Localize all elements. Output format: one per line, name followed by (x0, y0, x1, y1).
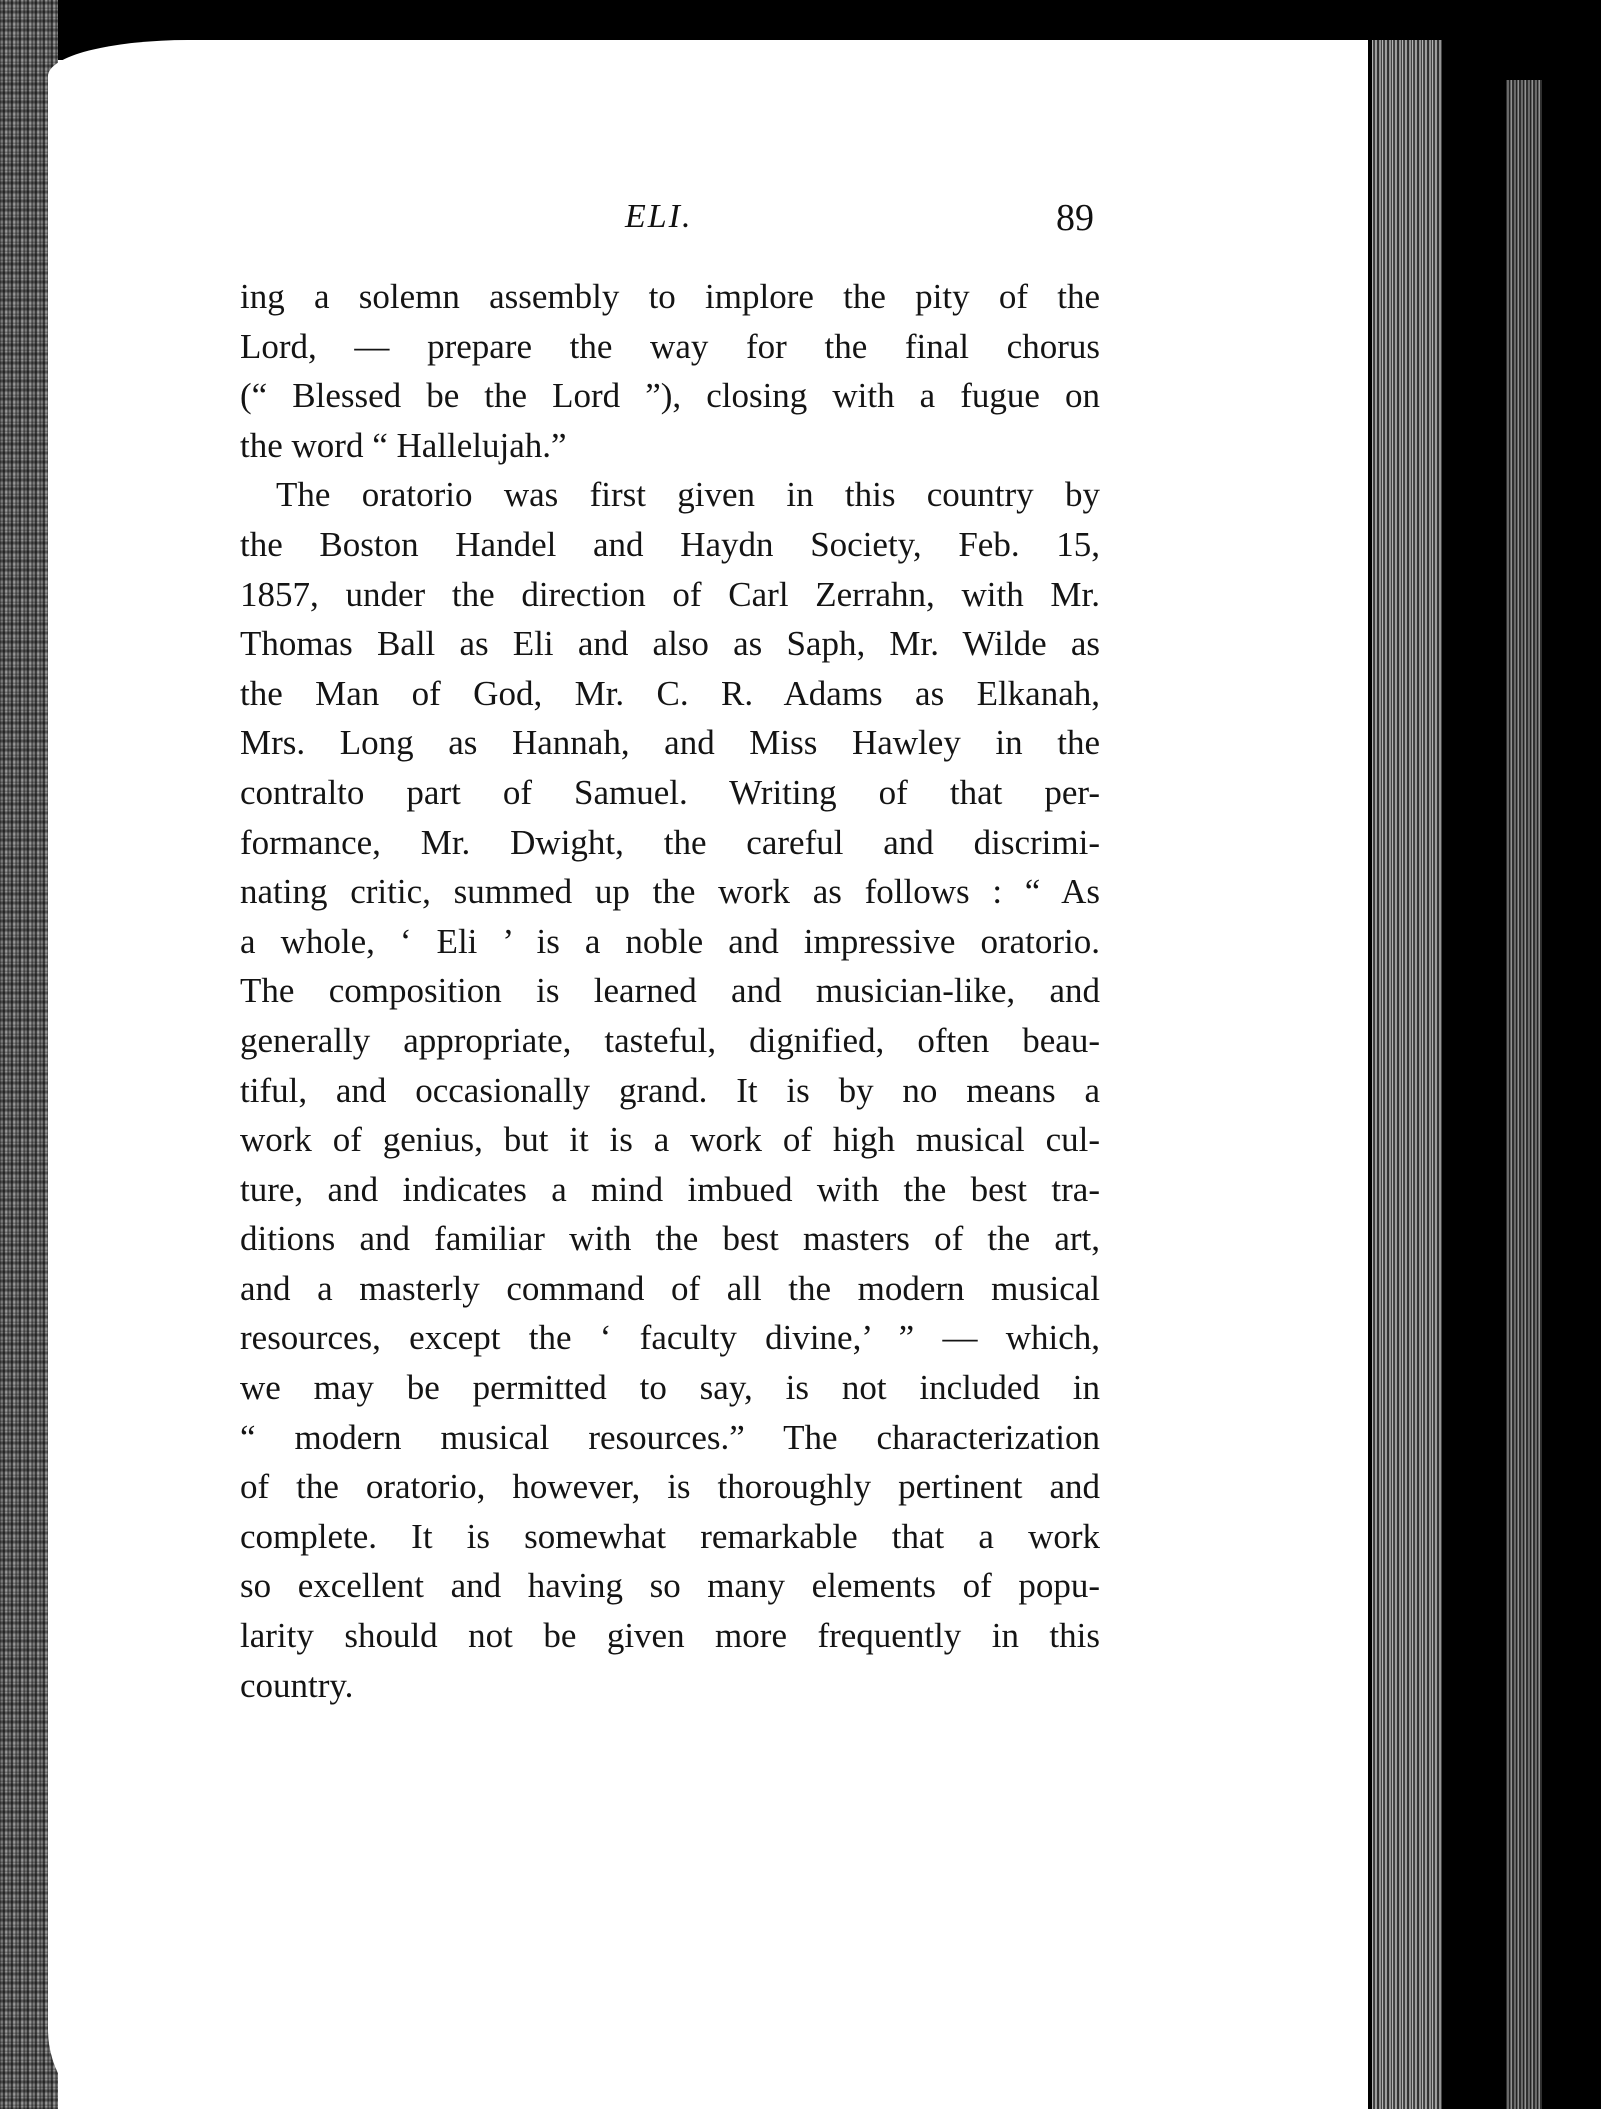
text-line: nating critic, summed up the work as follows : “ As (240, 872, 1100, 912)
body-text (240, 272, 1100, 1710)
text-line: larity should not be given more frequently in this (240, 1616, 1100, 1656)
text-line: Lord, — prepare the way for the final chorus (240, 326, 1100, 366)
text-line: resources, except the ‘ faculty divine,’ ” — which, (240, 1318, 1100, 1358)
text-line: contralto part of Samuel. Writing of that per- (240, 772, 1100, 812)
book-page-edges-outer (1506, 80, 1542, 2109)
text-line: 1857, under the direction of Carl Zerrahn, with Mr. (240, 574, 1100, 614)
text-line: tiful, and occasionally grand. It is by no means a (240, 1070, 1100, 1110)
text-line: The composition is learned and musician-like, and (240, 971, 1100, 1011)
book-page-edges (1372, 40, 1442, 2109)
running-head-title: ELI. (625, 198, 693, 235)
text-line: “ modern musical resources.” The characterization (240, 1417, 1100, 1457)
text-line: of the oratorio, however, is thoroughly pertinent and (240, 1467, 1100, 1507)
text-line: and a masterly command of all the modern musical (240, 1268, 1100, 1308)
text-line: a whole, ‘ Eli ’ is a noble and impressive oratorio. (240, 921, 1100, 961)
text-line: ditions and familiar with the best masters of the art, (240, 1219, 1100, 1259)
text-line: the word “ Hallelujah.” (240, 425, 567, 465)
running-head (0, 198, 1601, 248)
text-line: work of genius, but it is a work of high musical cul- (240, 1120, 1100, 1160)
paragraph-start-line: The oratorio was first given in this country by (276, 475, 1100, 515)
text-line: Thomas Ball as Eli and also as Saph, Mr. Wilde as (240, 624, 1100, 664)
text-line: we may be permitted to say, is not included in (240, 1368, 1100, 1408)
text-line: formance, Mr. Dwight, the careful and discrimi- (240, 822, 1100, 862)
page-number: 89 (1056, 197, 1094, 239)
text-line: the Boston Handel and Haydn Society, Feb. 15, (240, 524, 1100, 564)
text-line: (“ Blessed be the Lord ”), closing with a fugue on (240, 376, 1100, 416)
text-line: complete. It is somewhat remarkable that a work (240, 1516, 1100, 1556)
text-line: ing a solemn assembly to implore the pity of the (240, 277, 1100, 316)
text-line: country. (240, 1665, 354, 1705)
text-line: Mrs. Long as Hannah, and Miss Hawley in the (240, 723, 1100, 763)
text-line: the Man of God, Mr. C. R. Adams as Elkanah, (240, 673, 1100, 713)
text-line: so excellent and having so many elements of popu- (240, 1566, 1100, 1606)
text-line: generally appropriate, tasteful, dignified, often beau- (240, 1020, 1100, 1060)
text-line: ture, and indicates a mind imbued with the best tra- (240, 1169, 1100, 1209)
